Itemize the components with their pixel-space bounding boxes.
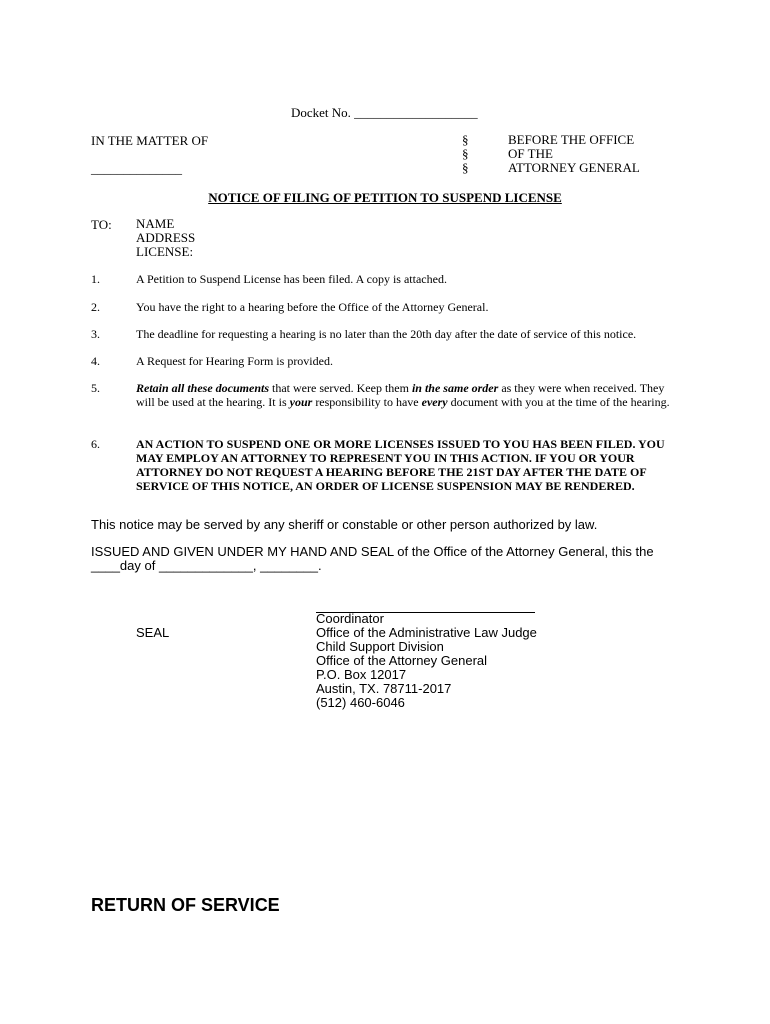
item-number: 3. <box>91 327 100 341</box>
office-line: BEFORE THE OFFICE <box>508 132 635 147</box>
item-number: 4. <box>91 354 100 368</box>
item-text-fragment: as they were when received. They will be used at the hearing. It is <box>136 381 665 409</box>
to-label: TO: <box>91 217 112 232</box>
recipient-address-label: ADDRESS <box>136 230 196 245</box>
section-mark: § <box>462 160 469 175</box>
docket-number: Docket No. ___________________ <box>291 105 478 120</box>
seal-label: SEAL <box>136 625 170 640</box>
service-notice: This notice may be served by any sheriff or constable or other person authorized by law. <box>91 517 598 532</box>
item-number: 2. <box>91 300 100 314</box>
office-line: OF THE <box>508 146 553 161</box>
signature-block <box>316 612 537 710</box>
section-marks <box>462 133 469 175</box>
warning-text: AN ACTION TO SUSPEND ONE OR MORE LICENSES ISSUED TO YOU HAS BEEN FILED. YOU MAY EMPLOY AN ATTORNEY TO REPRESENT YOU IN THIS ACTION. IF YOU OR YOUR ATTORNEY DO NOT REQUEST A HEARING BEFORE THE 21ST DAY AFTER THE DATE OF SERVICE OF THIS NOTICE, AN ORDER OF LICENSE SUSPENSION MAY BE RENDERED. <box>136 437 665 493</box>
recipient-license-label: LICENSE: <box>136 244 194 259</box>
emphasis-text: in the same order <box>411 381 499 395</box>
emphasis-text: every <box>421 395 448 409</box>
emphasis-text: your <box>289 395 313 409</box>
matter-label: IN THE MATTER OF <box>91 133 209 148</box>
item-text: The deadline for requesting a hearing is no later than the 20th day after the date of service of this notice. <box>136 327 637 341</box>
signer-po-box: P.O. Box 12017 <box>316 667 407 682</box>
office-line: ATTORNEY GENERAL <box>508 160 640 175</box>
item-text: A Petition to Suspend License has been filed. A copy is attached. <box>136 272 447 286</box>
recipient-fields <box>136 217 195 259</box>
recipient-name-label: NAME <box>136 216 175 231</box>
return-of-service-heading: RETURN OF SERVICE <box>91 895 280 915</box>
item-text: You have the right to a hearing before the Office of the Attorney General. <box>136 300 489 314</box>
signer-agency: Office of the Attorney General <box>316 653 488 668</box>
signer-division: Child Support Division <box>316 639 444 654</box>
section-mark: § <box>462 132 469 147</box>
item-number: 1. <box>91 272 100 286</box>
item-text <box>136 381 681 409</box>
office-heading <box>508 133 640 175</box>
list-item <box>91 381 681 409</box>
signer-city: Austin, TX. 78711-2017 <box>316 681 452 696</box>
signer-office: Office of the Administrative Law Judge <box>316 625 537 640</box>
signer-title: Coordinator <box>316 611 384 626</box>
list-item <box>91 300 681 314</box>
list-item <box>91 327 681 341</box>
item-text-fragment: that were served. Keep them <box>269 381 412 395</box>
list-item <box>91 272 681 286</box>
notice-title: NOTICE OF FILING OF PETITION TO SUSPEND LICENSE <box>208 190 562 205</box>
list-item <box>91 354 681 368</box>
emphasis-text: Retain all these documents <box>136 381 270 395</box>
item-number: 5. <box>91 381 100 395</box>
item-text-fragment: document with you at the time of the hearing. <box>447 395 670 409</box>
section-mark: § <box>462 146 469 161</box>
item-number: 6. <box>91 437 100 451</box>
list-item-warning <box>91 437 681 493</box>
signer-phone: (512) 460-6046 <box>316 695 405 710</box>
issued-statement: ISSUED AND GIVEN UNDER MY HAND AND SEAL of the Office of the Attorney General, this the ____day of _____________, ________. <box>91 544 654 573</box>
item-text: A Request for Hearing Form is provided. <box>136 354 333 368</box>
item-text-fragment: responsibility to have <box>312 395 422 409</box>
party-name-blank: ______________ <box>91 161 182 176</box>
